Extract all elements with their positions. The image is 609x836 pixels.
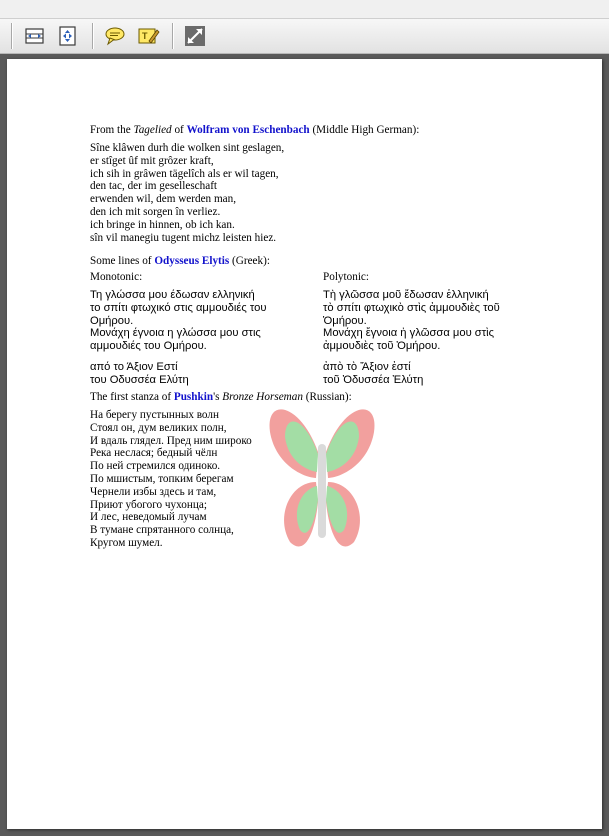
poem-line: Чернели избы здесь и там,	[90, 485, 217, 498]
fit-width-button[interactable]	[23, 24, 47, 48]
poem-line: Μονάχη ἔγνοια ἡ γλῶσσα μου στὶς	[323, 327, 494, 340]
poem-line: Река неслася; бедный чёлн	[90, 447, 218, 460]
reference-line: ἀπὸ τὸ Ἄξιον ἐστί	[323, 361, 411, 373]
poem-line: er stîget ûf mit grôzer kraft,	[90, 154, 214, 167]
poem-line: Кругом шумел.	[90, 536, 163, 549]
german-intro	[90, 124, 419, 137]
fit-page-icon	[56, 24, 80, 48]
speech-bubble-icon	[103, 24, 127, 48]
poem-line: ἀμμουδιὲς τοῦ Ὁμήρου.	[323, 340, 441, 353]
author-link-wolfram[interactable]: Wolfram von Eschenbach	[186, 124, 310, 136]
poem-line: И лес, неведомый лучам	[90, 511, 207, 524]
greek-intro	[90, 255, 270, 268]
text-annotation-icon	[136, 24, 160, 48]
poem-line: Приют убогого чухонца;	[90, 498, 207, 511]
toolbar	[0, 19, 609, 54]
russian-intro	[90, 391, 352, 404]
reference-line: τοῦ Ὀδυσσέα Ἐλύτη	[323, 373, 424, 386]
document-viewer[interactable]	[0, 54, 609, 836]
intro-text: (Greek):	[229, 255, 270, 267]
author-link-pushkin[interactable]: Pushkin	[173, 391, 214, 403]
fullscreen-button[interactable]	[183, 24, 207, 48]
poem-line: erwenden wil, dem werden man,	[90, 193, 237, 206]
greek-monotonic-reference	[90, 361, 189, 387]
butterfly-watermark-icon	[260, 382, 384, 566]
author-link-elytis[interactable]: Odysseus Elytis	[154, 255, 230, 267]
poem-line: den ich mit sorgen în verliez.	[90, 205, 221, 218]
document-page	[7, 59, 602, 829]
text-note-button[interactable]	[136, 24, 160, 48]
greek-polytonic-reference	[323, 361, 423, 387]
reference-line: από το Άξιον Εστί	[90, 361, 178, 373]
poem-line: Sîne klâwen durh die wolken sint geslagen,	[90, 142, 285, 154]
greek-polytonic-poem	[323, 289, 500, 353]
work-title: Bronze Horseman	[222, 391, 303, 403]
poem-line: И вдаль глядел. Пред ним широко	[90, 434, 252, 447]
poem-line: αμμουδιές του Ομήρου.	[90, 340, 207, 353]
intro-text: of	[171, 124, 187, 136]
poem-line: Τὴ γλῶσσα μοῦ ἔδωσαν ἑλληνική	[323, 289, 489, 301]
intro-text: (Middle High German):	[309, 124, 420, 136]
toolbar-separator	[172, 23, 173, 49]
poem-line: το σπίτι φτωχικό στις αμμουδιές του	[90, 301, 267, 314]
poem-line: τὸ σπίτι φτωχικὸ στὶς ἀμμουδιὲς τοῦ	[323, 301, 500, 314]
fit-page-button[interactable]	[56, 24, 80, 48]
toolbar-separator	[11, 23, 12, 49]
work-title: Tagelied	[133, 124, 172, 136]
monotonic-label: Monotonic:	[90, 271, 143, 283]
svg-text:T: T	[142, 31, 148, 41]
intro-text: The first stanza of	[90, 391, 174, 403]
fit-width-icon	[23, 24, 47, 48]
greek-monotonic-poem	[90, 289, 266, 353]
expand-arrows-icon	[183, 24, 207, 48]
poem-line: Стоял он, дум великих полн,	[90, 421, 227, 434]
poem-line: Τη γλώσσα μου έδωσαν ελληνική	[90, 289, 255, 301]
poem-line: Μονάχη έγνοια η γλώσσα μου στις	[90, 327, 261, 340]
reference-line: του Οδυσσέα Ελύτη	[90, 373, 189, 386]
window-top-strip	[0, 0, 609, 19]
poem-line: sîn vil manegiu tugent michz leisten hiez.	[90, 231, 277, 244]
intro-text: 's	[213, 391, 223, 403]
poem-line: Ὁμήρου.	[323, 314, 367, 327]
poem-line: На берегу пустынных волн	[90, 409, 219, 421]
intro-text: From the	[90, 124, 134, 136]
intro-text: (Russian):	[302, 391, 352, 403]
poem-line: По ней стремился одиноко.	[90, 460, 221, 473]
toolbar-separator	[92, 23, 93, 49]
poem-line: Ομήρου.	[90, 314, 134, 327]
polytonic-label: Polytonic:	[323, 271, 369, 283]
comment-button[interactable]	[103, 24, 127, 48]
russian-poem	[90, 409, 252, 550]
poem-line: den tac, der im geselleschaft	[90, 180, 218, 193]
intro-text: Some lines of	[90, 255, 155, 267]
poem-line: ich sih in grâwen tägelîch als er wil tagen,	[90, 167, 279, 180]
poem-line: ich bringe in hinnen, ob ich kan.	[90, 218, 235, 231]
german-poem	[90, 142, 284, 244]
poem-line: По мшистым, топким берегам	[90, 472, 234, 485]
poem-line: В тумане спрятанного солнца,	[90, 524, 234, 537]
